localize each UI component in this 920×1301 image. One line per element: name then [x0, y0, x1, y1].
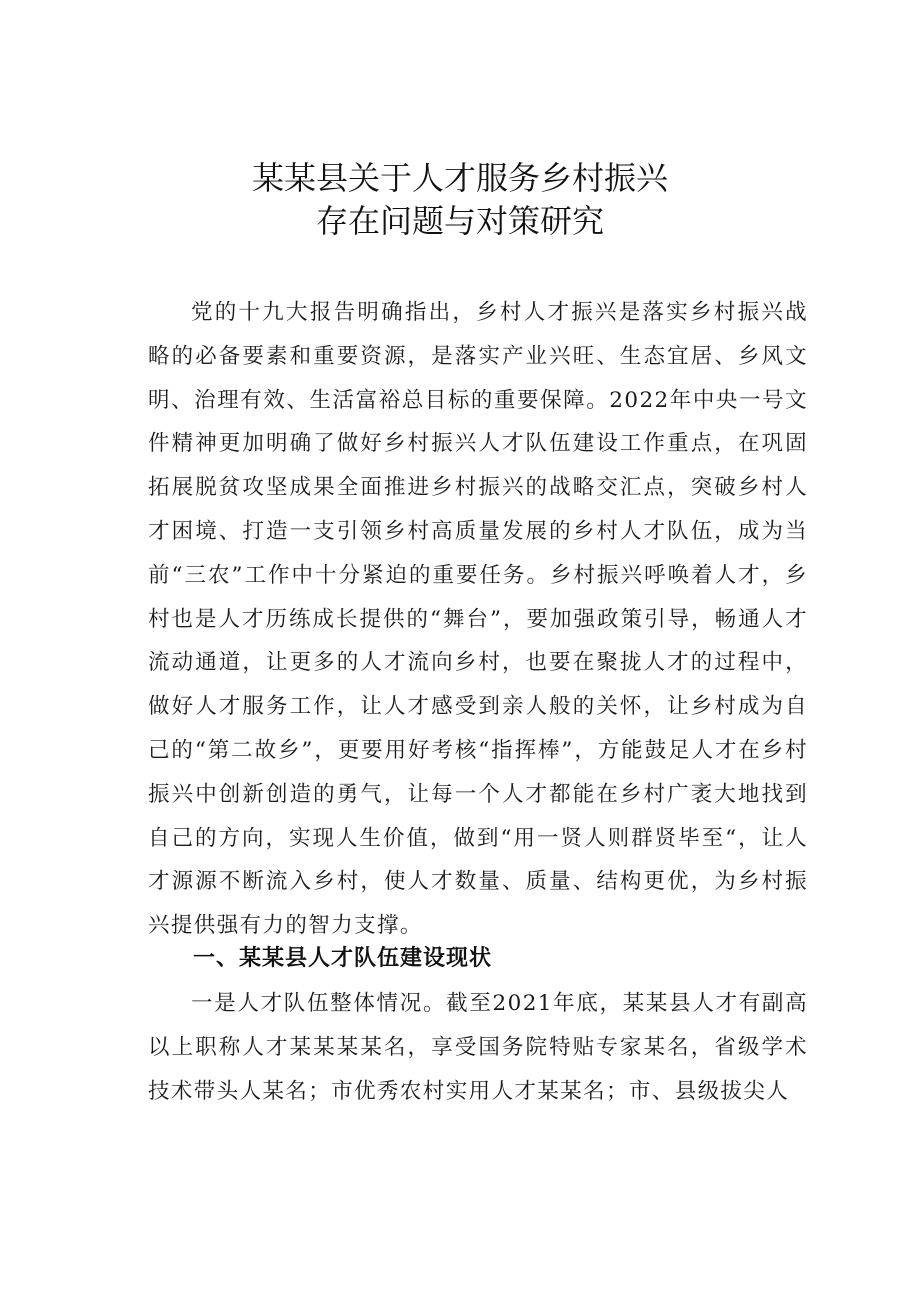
- intro-paragraph: 党的十九大报告明确指出，乡村人才振兴是落实乡村振兴战略的必备要素和重要资源，是落实产业兴旺、生态宜居、乡风文明、治理有效、生活富裕总目标的重要保障。2022年中央一号文件精神更加明确了做好乡村振兴人才队伍建设工作重点，在巩固拓展脱贫攻坚成果全面推进乡村振兴的战略交汇点，突破乡村人才困境、打造一支引领乡村高质量发展的乡村人才队伍，成为当前“三农”工作中十分紧迫的重要任务。乡村振兴呼唤着人才，乡村也是人才历练成长提供的“舞台”，要加强政策引导，畅通人才流动通道，让更多的人才流向乡村，也要在聚拢人才的过程中，做好人才服务工作，让人才感受到亲人般的关怀，让乡村成为自己的“第二故乡”，更要用好考核“指挥棒”，方能鼓足人才在乡村振兴中创新创造的勇气，让每一个人才都能在乡村广袤大地找到自己的方向，实现人生价值，做到“用一贤人则群贤毕至“，让人才源源不断流入乡村，使人才数量、质量、结构更优，为乡村振兴提供强有力的智力支撑。: [148, 300, 808, 939]
- document-title-line-2: 存在问题与对策研究: [315, 202, 604, 240]
- document-title-line-1: 某某县关于人才服务乡村振兴: [251, 159, 668, 197]
- section-1-paragraph: 一是人才队伍整体情况。截至2021年底，某某县人才有副高以上职称人才某某某某名，享受国务院特贴专家某名，省级学术技术带头人某名；市优秀农村实用人才某某名；市、县级拔尖人: [148, 991, 808, 1104]
- section-heading-1: 一、某某县人才队伍建设现状: [193, 946, 493, 971]
